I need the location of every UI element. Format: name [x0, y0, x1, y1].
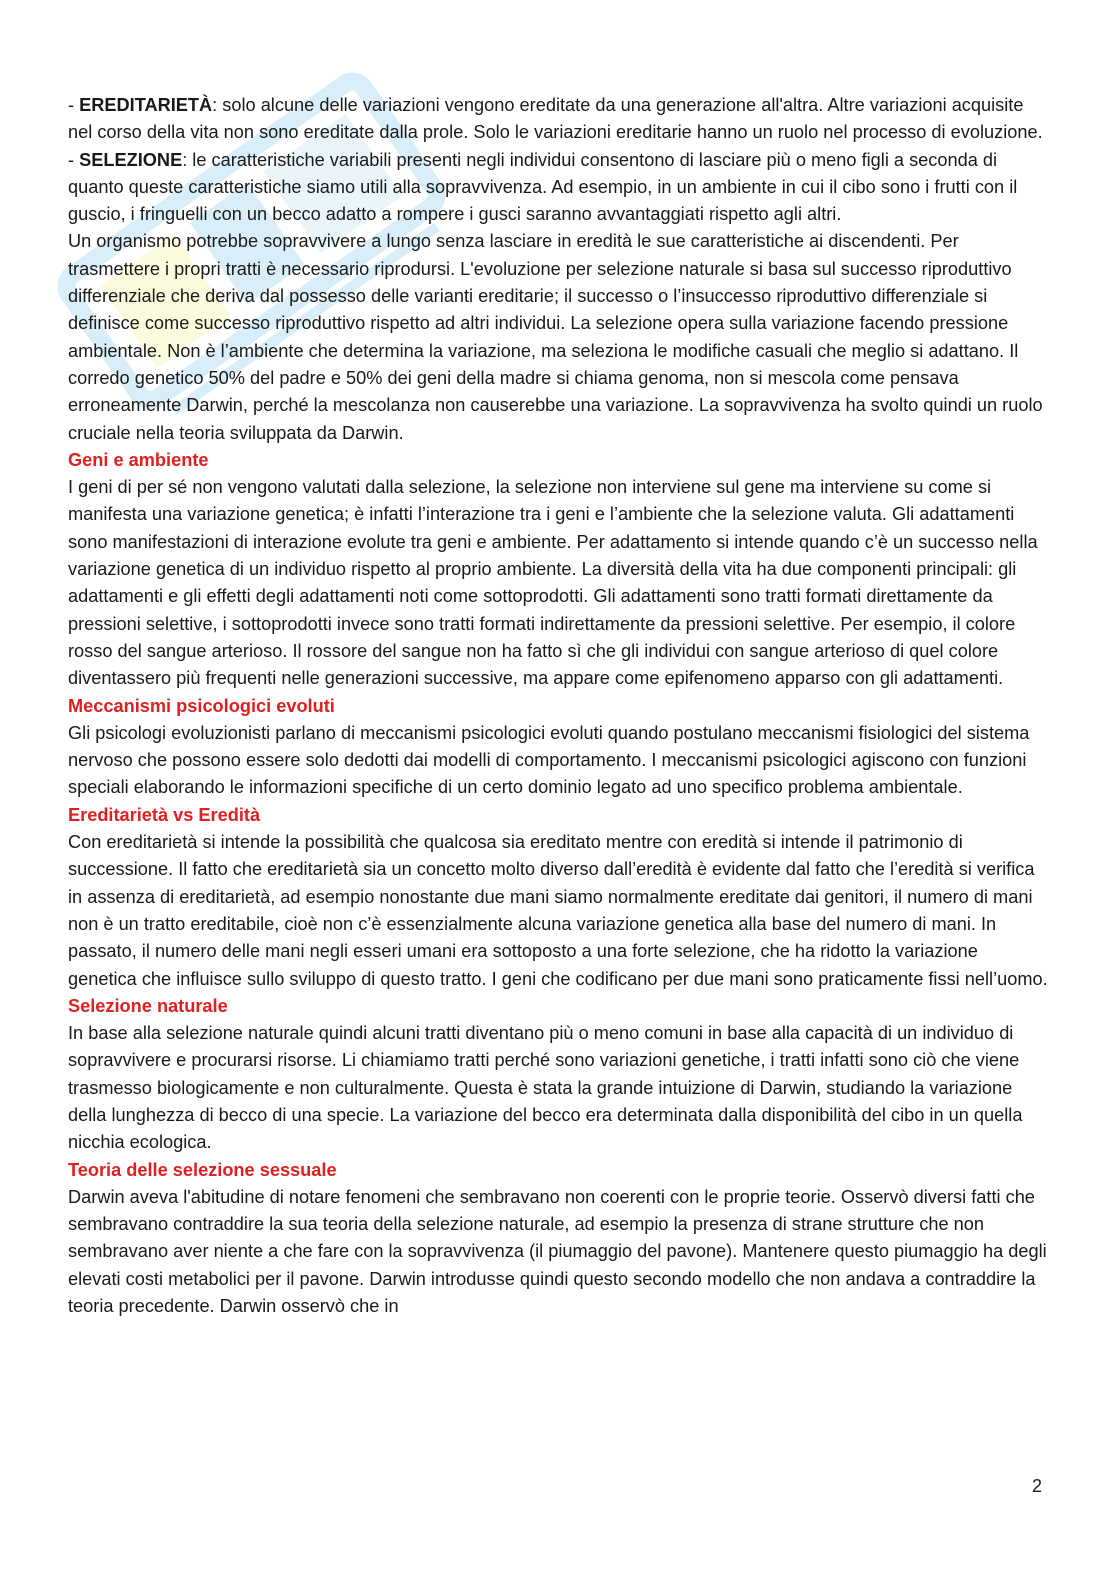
- paragraph-text: : solo alcune delle variazioni vengono ereditate da una generazione all'altra. Altre variazioni acquisite nel corso della vita non sono ereditate dalla prole. Solo le variazioni ereditarie hanno un ruolo nel processo di evoluzione.: [68, 95, 1043, 143]
- list-dash: -: [68, 95, 80, 115]
- paragraph-text: Gli psicologi evoluzionisti parlano di meccanismi psicologici evoluti quando postulano meccanismi fisiologici del sistema nervoso che possono essere solo dedotti dai modelli di comportamento. I meccanismi psicologici agiscono con funzioni speciali elaborando le informazioni specifiche di un certo dominio legato ad uno specifico problema ambientale.: [68, 722, 1030, 798]
- paragraph: [68, 720, 1048, 802]
- paragraph-text: Con ereditarietà si intende la possibilità che qualcosa sia ereditato mentre con eredità si intende il patrimonio di successione. Il fatto che ereditarietà sia un concetto molto diverso dall’eredità è evidente dal fatto che l’eredità si verifica in assenza di ereditarietà, ad esempio nonostante due mani siamo normalmente ereditate dai genitori, il numero di mani non è un tratto ereditabile, cioè non c’è essenzialmente alcuna variazione genetica alla base del numero di mani. In passato, il numero delle mani negli esseri umani era sottoposto a una forte selezione, che ha ridotto la variazione genetica che influisce sullo sviluppo di questo tratto. I geni che codificano per due mani sono praticamente fissi nell’uomo.: [68, 832, 1048, 989]
- page-number: 2: [1031, 1476, 1042, 1496]
- document-body: [68, 92, 1048, 1320]
- section-heading: [68, 1157, 1048, 1184]
- paragraph: [68, 1020, 1048, 1156]
- section-heading: [68, 693, 1048, 720]
- list-dash: -: [68, 149, 80, 170]
- section-heading: [68, 447, 1048, 474]
- paragraph: [68, 474, 1048, 692]
- paragraph-text: : le caratteristiche variabili presenti negli individui consentono di lasciare più o meno figli a seconda di quanto queste caratteristiche siamo utili alla sopravvivenza. Ad esempio, in un ambiente in cui il cibo sono i frutti con il guscio, i fringuelli con un becco adatto a rompere i gusci saranno avvantaggiati rispetto agli altri.: [68, 149, 1018, 225]
- section-heading: [68, 993, 1048, 1020]
- paragraph-text: In base alla selezione naturale quindi alcuni tratti diventano più o meno comuni in base alla capacità di un individuo di sopravvivere e procurarsi risorse. Li chiamiamo tratti perché sono variazioni genetiche, i tratti infatti sono ciò che viene trasmesso biologicamente e non culturalmente. Questa è stata la grande intuizione di Darwin, studiando la variazione della lunghezza di becco di una specie. La variazione del becco era determinata dalla disponibilità del cibo in un quella nicchia ecologica.: [68, 1023, 1023, 1153]
- paragraph-text: I geni di per sé non vengono valutati dalla selezione, la selezione non interviene sul gene ma interviene su come si manifesta una variazione genetica; è infatti l’interazione tra i geni e l’ambiente che la selezione valuta. Gli adattamenti sono manifestazioni di interazione evolute tra geni e ambiente. Per adattamento si intende quando c’è un successo nella variazione genetica di un individuo rispetto al proprio ambiente. La diversità della vita ha due componenti principali: gli adattamenti e gli effetti degli adattamenti noti come sottoprodotti. Gli adattamenti sono tratti formati direttamente da pressioni selettive, i sottoprodotti invece sono tratti formati indirettamente da pressioni selettive. Per esempio, il colore rosso del sangue arterioso. Il rossore del sangue non ha fatto sì che gli individui con sangue arterioso di quel colore diventassero più frequenti nelle generazioni successive, ma appare come epifenomeno apparso con gli adattamenti.: [68, 477, 1038, 689]
- paragraph: [68, 228, 1048, 446]
- paragraph-text: Darwin aveva l'abitudine di notare fenomeni che sembravano non coerenti con le proprie teorie. Osservò diversi fatti che sembravano contraddire la sua teoria della selezione naturale, ad esempio la presenza di strane strutture che non sembravano aver niente a che fare con la sopravvivenza (il piumaggio del pavone). Mantenere questo piumaggio ha degli elevati costi metabolici per il pavone. Darwin introdusse quindi questo secondo modello che non andava a contraddire la teoria precedente. Darwin osservò che in: [68, 1186, 1047, 1317]
- section-heading: [68, 802, 1048, 829]
- paragraph: [68, 829, 1048, 993]
- paragraph-text: Un organismo potrebbe sopravvivere a lungo senza lasciare in eredità le sue caratteristiche ai discendenti. Per trasmettere i propri tratti è necessario riprodursi. L'evoluzione per selezione naturale si basa sul successo riproduttivo differenziale che deriva dal possesso delle varianti ereditarie; il successo o l’insuccesso riproduttivo differenziale si definisce come successo riproduttivo rispetto ad altri individui. La selezione opera sulla variazione facendo pressione ambientale. Non è l’ambiente che determina la variazione, ma seleziona le modifiche casuali che meglio si adattano. Il corredo genetico 50% del padre e 50% dei geni della madre si chiama genoma, non si mescola come pensava erroneamente Darwin, perché la mescolanza non causerebbe una variazione. La sopravvivenza ha svolto quindi un ruolo cruciale nella teoria sviluppata da Darwin.: [68, 231, 1043, 443]
- term-bold: EREDITARIETÀ: [79, 95, 213, 115]
- section-heading-text: Teoria delle selezione sessuale: [68, 1159, 337, 1180]
- section-heading-text: Geni e ambiente: [68, 449, 209, 470]
- section-heading-text: Ereditarietà vs Eredità: [68, 804, 261, 825]
- paragraph: [68, 92, 1048, 147]
- section-heading-text: Selezione naturale: [68, 995, 228, 1016]
- section-heading-text: Meccanismi psicologici evoluti: [68, 695, 335, 716]
- paragraph: [68, 147, 1048, 229]
- term-bold: SELEZIONE: [79, 149, 183, 170]
- paragraph: [68, 1184, 1048, 1320]
